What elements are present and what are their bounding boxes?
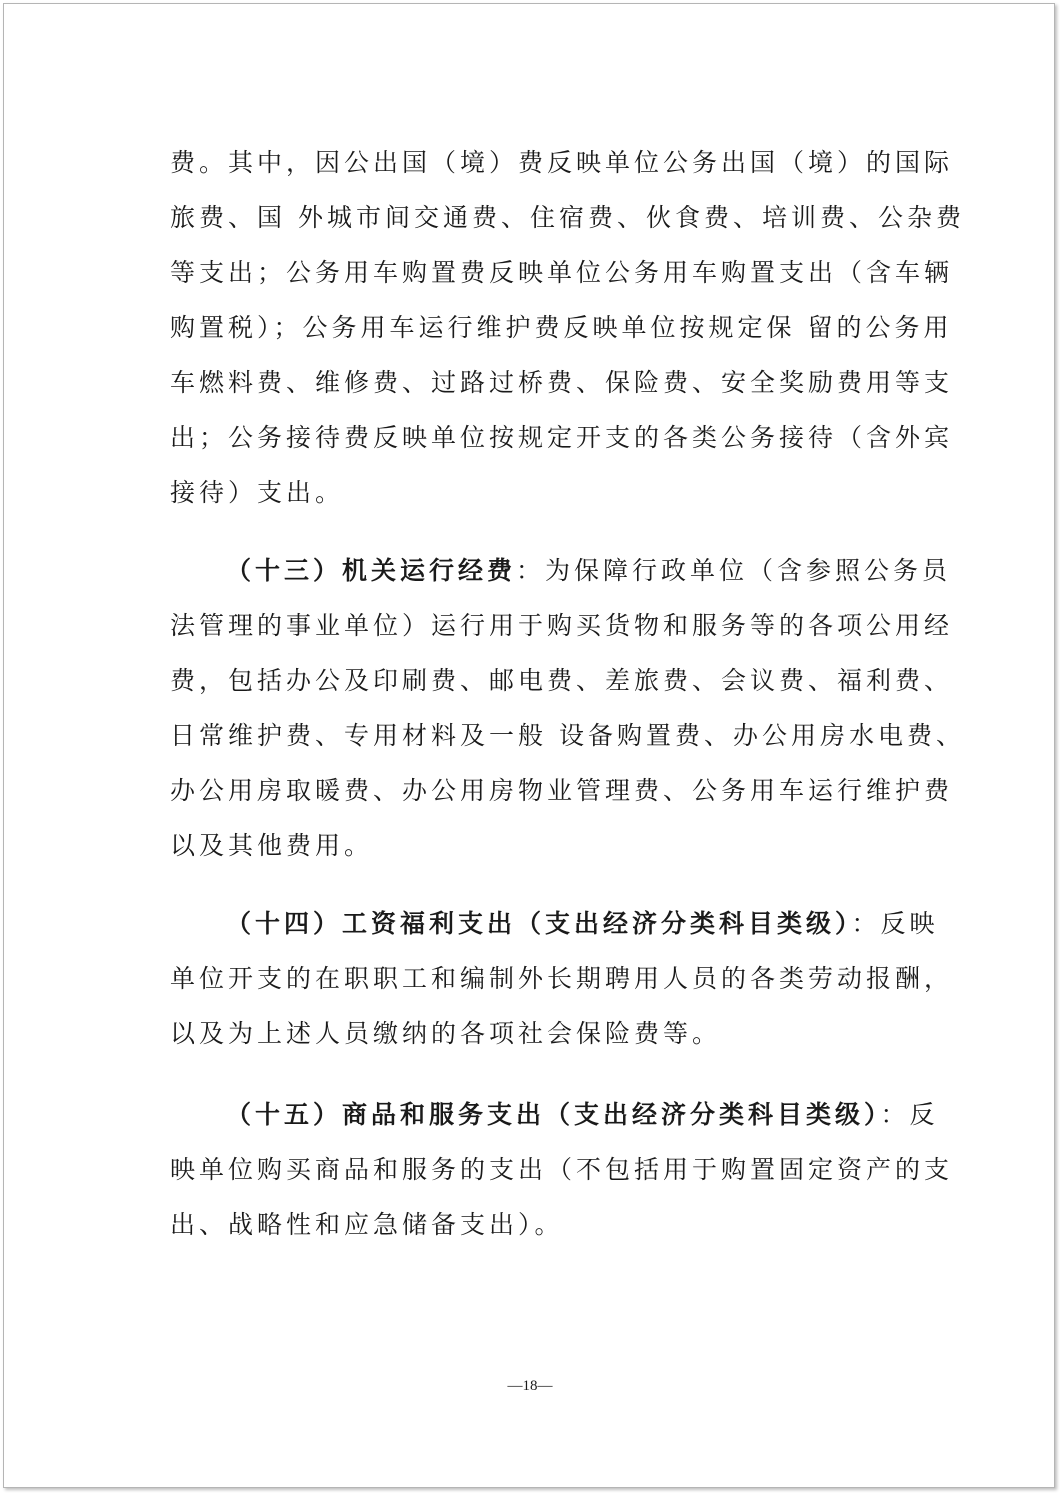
section-13-first-line [226, 554, 952, 588]
section-15-intro: ：反 [880, 1100, 939, 1129]
section-14-intro: ：反映 [851, 909, 939, 938]
section-13-intro: ：为保障行政单位（含参照公务员 [516, 556, 952, 585]
paragraph-line: 映单位购买商品和服务的支出（不包括用于购置固定资产的支 [170, 1155, 954, 1184]
section-14-heading: （十四）工资福利支出（支出经济分类科目类级） [226, 909, 852, 938]
section-13-heading: （十三）机关运行经费 [226, 556, 517, 585]
paragraph-line: 法管理的事业单位）运行用于购买货物和服务等的各项公用经 [170, 611, 954, 640]
paragraph-line: 办公用房取暖费、办公用房物业管理费、公务用车运行维护费 [170, 776, 954, 805]
section-15-first-line [226, 1098, 939, 1132]
paragraph-line: 费，包括办公及印刷费、邮电费、差旅费、会议费、福利费、 [170, 666, 954, 695]
document-page [3, 3, 1055, 1488]
paragraph-line: 出；公务接待费反映单位按规定开支的各类公务接待（含外宾 [170, 423, 954, 452]
paragraph-line: 等支出；公务用车购置费反映单位公务用车购置支出（含车辆 [170, 258, 954, 287]
page-number: —18— [507, 1378, 553, 1394]
paragraph-line: 出、战略性和应急储备支出）。 [170, 1210, 564, 1239]
paragraph-line: 旅费、国 外城市间交通费、住宿费、伙食费、培训费、公杂费 [170, 203, 965, 232]
paragraph-line: 费。其中，因公出国（境）费反映单位公务出国（境）的国际 [170, 148, 954, 177]
paragraph-line: 单位开支的在职职工和编制外长期聘用人员的各类劳动报酬， [170, 964, 954, 993]
paragraph-line: 接待）支出。 [170, 478, 345, 507]
paragraph-line: 日常维护费、专用材料及一般 设备购置费、办公用房水电费、 [170, 721, 965, 750]
section-14-first-line [226, 907, 939, 941]
paragraph-line: 以及其他费用。 [170, 831, 374, 860]
section-15-heading: （十五）商品和服务支出（支出经济分类科目类级） [226, 1100, 881, 1129]
paragraph-line: 车燃料费、维修费、过路过桥费、保险费、安全奖励费用等支 [170, 368, 954, 397]
paragraph-line: 购置税）；公务用车运行维护费反映单位按规定保 留的公务用 [170, 313, 953, 342]
paragraph-line: 以及为上述人员缴纳的各项社会保险费等。 [170, 1019, 722, 1048]
